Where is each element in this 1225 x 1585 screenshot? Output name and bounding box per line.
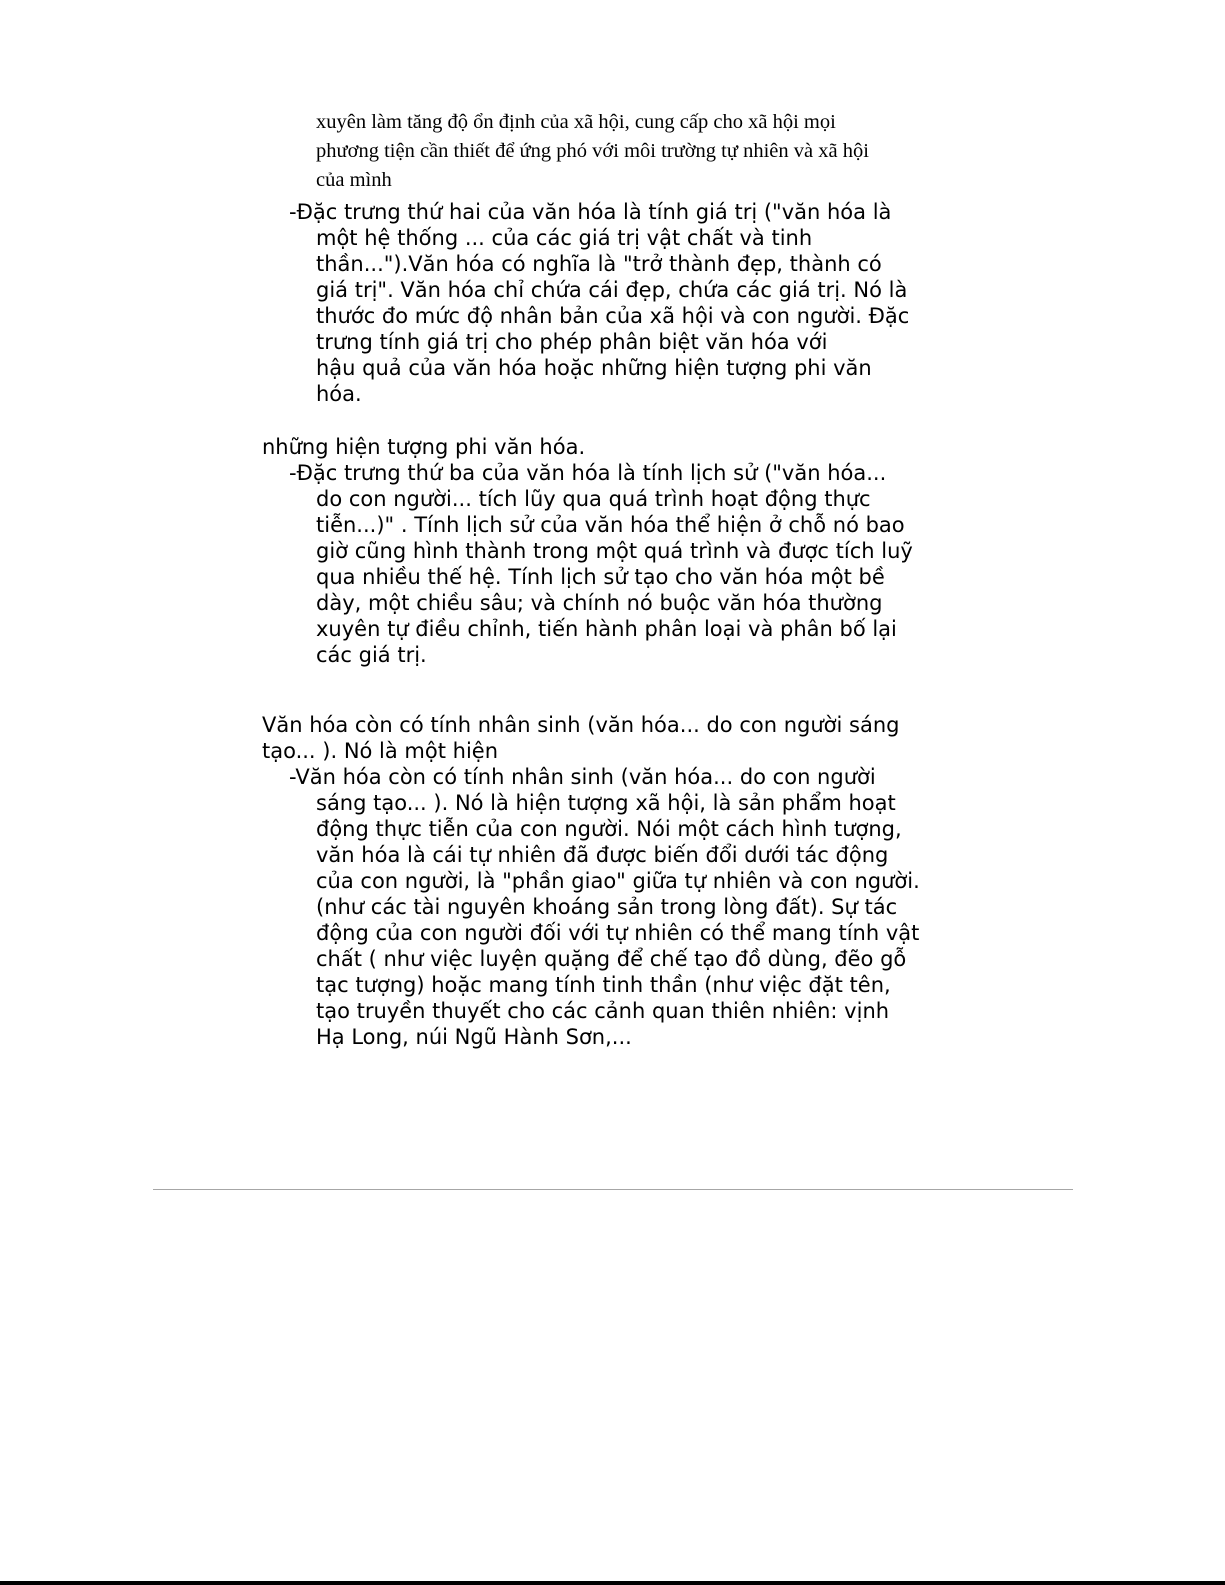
text-line: phương tiện cần thiết để ứng phó với môi trường tự nhiên và xã hội [316, 140, 869, 162]
paragraph-value-characteristic [289, 199, 909, 407]
text-line: động thực tiễn của con người. Nói một cách hình tượng, [316, 817, 902, 841]
text-line: thần...").Văn hóa có nghĩa là "trở thành đẹp, thành có [316, 252, 882, 276]
horizontal-divider [153, 1189, 1073, 1190]
text-line: xuyên tự điều chỉnh, tiến hành phân loại và phân bố lại [316, 617, 897, 641]
text-line: các giá trị. [316, 643, 427, 667]
text-line: dày, một chiều sâu; và chính nó buộc văn hóa thường [316, 591, 883, 615]
text-line: giá trị". Văn hóa chỉ chứa cái đẹp, chứa các giá trị. Nó là [316, 278, 908, 302]
page-bottom-edge [0, 1581, 1225, 1585]
text-line: sáng tạo... ). Nó là hiện tượng xã hội, là sản phẩm hoạt [316, 791, 896, 815]
text-line: của mình [316, 169, 392, 191]
paragraph-phi-van-hoa [262, 434, 585, 460]
text-line: qua nhiều thế hệ. Tính lịch sử tạo cho văn hóa một bề [316, 565, 885, 589]
text-line: tạc tượng) hoặc mang tính tinh thần (như việc đặt tên, [316, 973, 891, 997]
text-line: Hạ Long, núi Ngũ Hành Sơn,... [316, 1025, 632, 1049]
serif-paragraph [316, 108, 966, 195]
text-line: tiễn...)" . Tính lịch sử của văn hóa thể hiện ở chỗ nó bao [316, 513, 905, 537]
text-line: thước đo mức độ nhân bản của xã hội và con người. Đặc [316, 304, 910, 328]
text-line: của con người, là "phần giao" giữa tự nhiên và con người. [316, 869, 920, 893]
text-line: hóa. [316, 382, 362, 406]
text-line: giờ cũng hình thành trong một quá trình và được tích luỹ [316, 539, 913, 563]
text-line: những hiện tượng phi văn hóa. [262, 435, 586, 459]
text-line: -Đặc trưng thứ hai của văn hóa là tính giá trị ("văn hóa là [289, 200, 892, 224]
text-line: hậu quả của văn hóa hoặc những hiện tượng phi văn [316, 356, 872, 380]
text-line: Văn hóa còn có tính nhân sinh (văn hóa... do con người sáng [262, 713, 900, 737]
text-line: chất ( như việc luyện quặng để chế tạo đồ dùng, đẽo gỗ [316, 947, 907, 971]
text-line: -Văn hóa còn có tính nhân sinh (văn hóa... do con người [289, 765, 876, 789]
text-line: văn hóa là cái tự nhiên đã được biến đổi dưới tác động [316, 843, 889, 867]
paragraph-human-summary [262, 712, 899, 764]
text-line: (như các tài nguyên khoáng sản trong lòng đất). Sự tác [316, 895, 898, 919]
text-line: một hệ thống ... của các giá trị vật chất và tinh [316, 226, 813, 250]
paragraph-human-characteristic [289, 764, 920, 1050]
text-line: trưng tính giá trị cho phép phân biệt văn hóa với [316, 330, 828, 354]
text-line: động của con người đối với tự nhiên có thể mang tính vật [316, 921, 920, 945]
text-line: xuyên làm tăng độ ổn định của xã hội, cung cấp cho xã hội mọi [316, 111, 836, 133]
text-line: tạo... ). Nó là một hiện [262, 739, 499, 763]
paragraph-history-characteristic [289, 460, 913, 668]
text-line: -Đặc trưng thứ ba của văn hóa là tính lịch sử ("văn hóa... [289, 461, 887, 485]
text-line: tạo truyền thuyết cho các cảnh quan thiên nhiên: vịnh [316, 999, 890, 1023]
text-line: do con người... tích lũy qua quá trình hoạt động thực [316, 487, 871, 511]
